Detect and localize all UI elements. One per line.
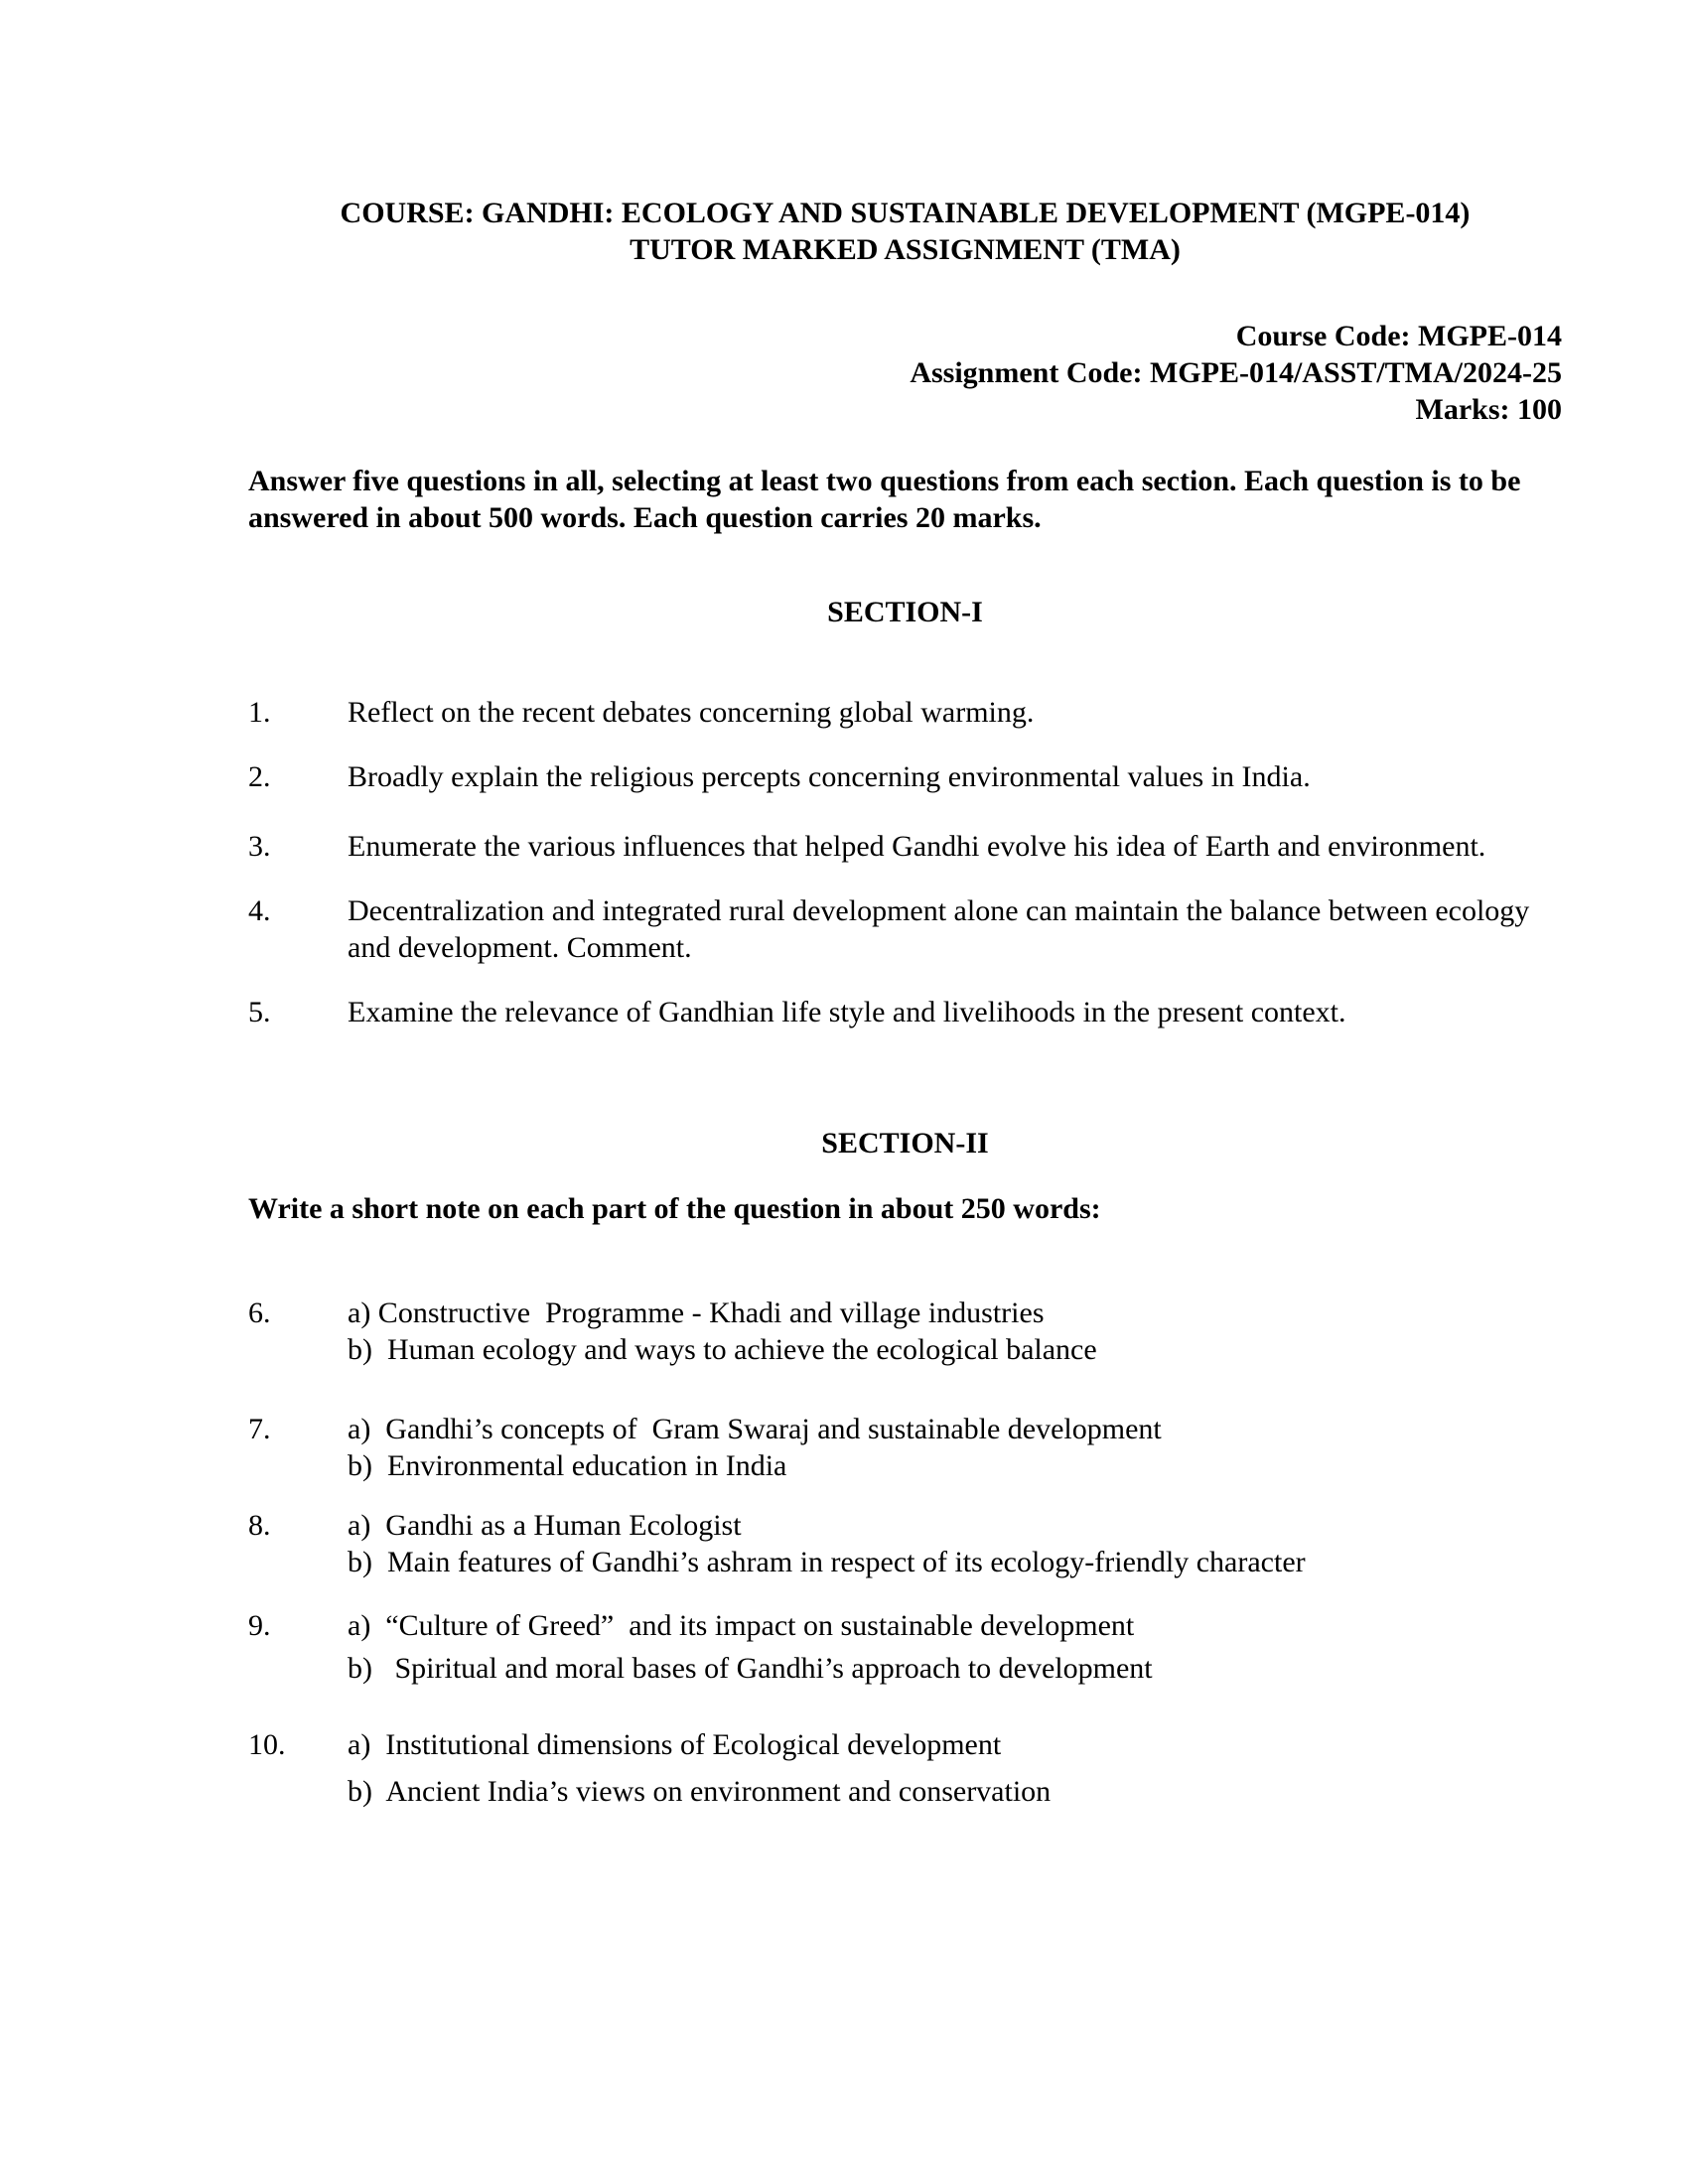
marks: Marks: 100: [1415, 393, 1562, 426]
question-1-line-1: Reflect on the recent debates concerning global warming.: [348, 696, 1035, 729]
section-1-heading: SECTION-I: [827, 596, 983, 628]
question-7-part-b: b) Environmental education in India: [348, 1449, 787, 1482]
assignment-code: Assignment Code: MGPE-014/ASST/TMA/2024-25: [910, 356, 1562, 389]
question-5: [248, 994, 1562, 1030]
question-2-text: [348, 758, 1562, 795]
question-5-number: 5.: [248, 996, 271, 1028]
instructions-line-1: Answer five questions in all, selecting at least two questions from each section. Each question is to be: [248, 465, 1521, 497]
question-2: [248, 758, 1562, 795]
title-line-1: COURSE: GANDHI: ECOLOGY AND SUSTAINABLE DEVELOPMENT (MGPE-014): [340, 197, 1471, 229]
question-1-number: 1.: [248, 696, 271, 729]
question-4: [248, 892, 1562, 966]
question-6-part-a: a) Constructive Programme - Khadi and village industries: [348, 1297, 1045, 1329]
question-6-number: 6.: [248, 1297, 271, 1329]
code-block: [248, 318, 1562, 428]
question-8-part-a: a) Gandhi as a Human Ecologist: [348, 1509, 742, 1542]
question-7: [248, 1411, 1562, 1484]
question-6: [248, 1295, 1562, 1368]
course-code: Course Code: MGPE-014: [1235, 320, 1562, 352]
question-10-number: 10.: [248, 1728, 286, 1761]
question-1-text: [348, 694, 1562, 731]
question-7-text: [348, 1411, 1562, 1484]
question-9-part-a: a) “Culture of Greed” and its impact on sustainable development: [348, 1609, 1135, 1642]
title-line-2: TUTOR MARKED ASSIGNMENT (TMA): [630, 233, 1181, 266]
question-9-number: 9.: [248, 1609, 271, 1642]
document-title: [248, 195, 1562, 268]
question-5-text: [348, 994, 1562, 1030]
question-9-text: [348, 1607, 1562, 1687]
instructions-line-2: answered in about 500 words. Each question carries 20 marks.: [248, 501, 1042, 534]
question-4-line-2: and development. Comment.: [348, 931, 692, 964]
question-10-part-b: b) Ancient India’s views on environment and conservation: [348, 1775, 1052, 1808]
question-3-number: 3.: [248, 830, 271, 863]
question-2-number: 2.: [248, 760, 271, 793]
question-10-text: [348, 1726, 1562, 1810]
question-3-line-1: Enumerate the various influences that helped Gandhi evolve his idea of Earth and environment.: [348, 830, 1486, 863]
question-4-line-1: Decentralization and integrated rural development alone can maintain the balance between ecology: [348, 894, 1530, 927]
question-10: [248, 1726, 1562, 1810]
question-6-part-b: b) Human ecology and ways to achieve the ecological balance: [348, 1333, 1097, 1366]
general-instructions: [248, 463, 1562, 536]
question-7-number: 7.: [248, 1413, 271, 1445]
question-9: [248, 1607, 1562, 1687]
question-1: [248, 694, 1562, 731]
section-2-note: [248, 1190, 1562, 1227]
question-5-line-1: Examine the relevance of Gandhian life style and livelihoods in the present context.: [348, 996, 1346, 1028]
section-2-heading: SECTION-II: [821, 1127, 989, 1160]
section-2-note-line: Write a short note on each part of the question in about 250 words:: [248, 1192, 1101, 1225]
question-8-number: 8.: [248, 1509, 271, 1542]
question-6-text: [348, 1295, 1562, 1368]
question-2-line-1: Broadly explain the religious percepts concerning environmental values in India.: [348, 760, 1311, 793]
question-8-part-b: b) Main features of Gandhi’s ashram in respect of its ecology-friendly character: [348, 1546, 1306, 1578]
question-8-text: [348, 1507, 1562, 1580]
question-7-part-a: a) Gandhi’s concepts of Gram Swaraj and sustainable development: [348, 1413, 1162, 1445]
question-9-part-b: b) Spiritual and moral bases of Gandhi’s approach to development: [348, 1652, 1153, 1685]
question-8: [248, 1507, 1562, 1580]
question-4-text: [348, 892, 1562, 966]
question-3: [248, 828, 1562, 865]
question-10-part-a: a) Institutional dimensions of Ecological development: [348, 1728, 1002, 1761]
question-3-text: [348, 828, 1562, 865]
question-4-number: 4.: [248, 894, 271, 927]
